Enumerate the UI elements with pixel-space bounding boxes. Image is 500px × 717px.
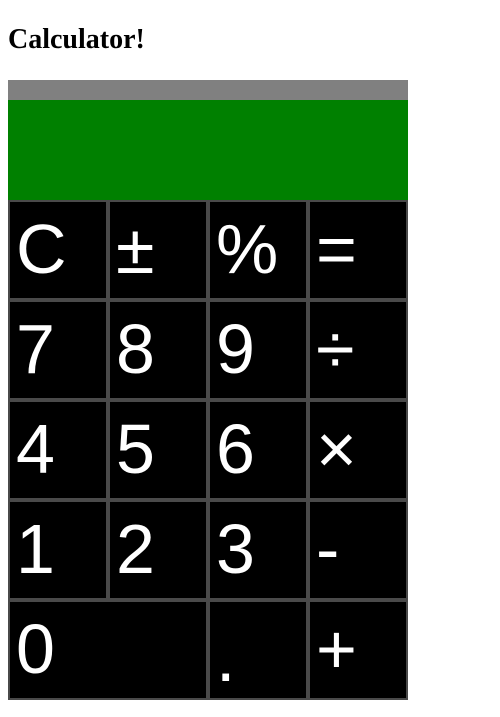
digit-2-button[interactable]: 2 (108, 500, 208, 600)
calculator-display (8, 100, 408, 200)
sign-toggle-button[interactable]: ± (108, 200, 208, 300)
digit-0-button[interactable]: 0 (8, 600, 208, 700)
digit-9-button[interactable]: 9 (208, 300, 308, 400)
add-button[interactable]: + (308, 600, 408, 700)
equals-button[interactable]: = (308, 200, 408, 300)
calculator (8, 80, 408, 700)
multiply-button[interactable]: × (308, 400, 408, 500)
page-title: Calculator! (8, 24, 145, 55)
digit-8-button[interactable]: 8 (108, 300, 208, 400)
divide-button[interactable]: ÷ (308, 300, 408, 400)
digit-7-button[interactable]: 7 (8, 300, 108, 400)
digit-3-button[interactable]: 3 (208, 500, 308, 600)
clear-button[interactable]: C (8, 200, 108, 300)
digit-6-button[interactable]: 6 (208, 400, 308, 500)
subtract-button[interactable]: - (308, 500, 408, 600)
percent-button[interactable]: % (208, 200, 308, 300)
calculator-top-bar (8, 80, 408, 100)
digit-5-button[interactable]: 5 (108, 400, 208, 500)
keypad (8, 200, 408, 700)
digit-1-button[interactable]: 1 (8, 500, 108, 600)
digit-4-button[interactable]: 4 (8, 400, 108, 500)
decimal-button[interactable]: . (208, 600, 308, 700)
